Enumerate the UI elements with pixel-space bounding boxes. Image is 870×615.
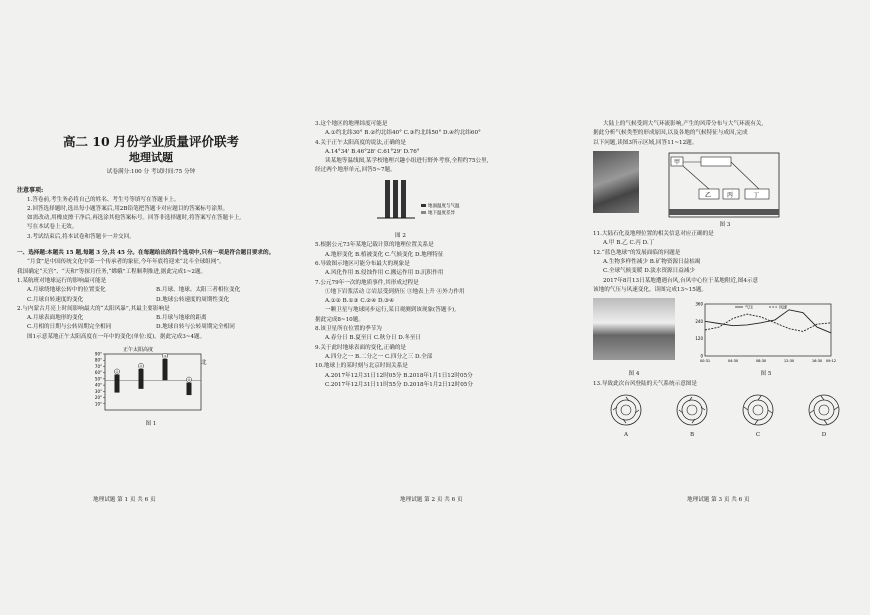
question-line: 7.公元79年一次的地质事件,其形成过程是 — [315, 279, 419, 286]
option-line: A.甲 B.乙 C.丙 D.丁 — [603, 240, 655, 247]
connector — [683, 166, 709, 189]
passage-line: 以下问题,读图3所示区域,回答11~12题。 — [593, 139, 698, 146]
series-line-2 — [705, 314, 831, 331]
option-label: A — [623, 432, 629, 439]
option-a — [609, 393, 643, 441]
passage-line: “月食”是中国传统文化中第一个传承者的象征,今年年底将迎来“北斗全球组网”。 — [27, 259, 225, 266]
q2-options — [17, 323, 285, 332]
page-footer-2: 地理试题 第 2 页 共 6 页 — [400, 497, 463, 503]
legend-label: 地面温度与气温 — [428, 203, 460, 209]
note-line: 写在本试卷上无效。 — [27, 224, 78, 231]
column-bar — [401, 180, 406, 218]
y-tick-label: 240 — [695, 319, 703, 325]
option-d — [807, 393, 841, 441]
exam-subtitle: 地理试题 — [129, 151, 173, 164]
page-column-1 — [17, 90, 285, 430]
option: C.月相的日期与公转周期完全相同 — [27, 324, 112, 331]
figure-1-chart — [83, 344, 213, 416]
figure-3-caption: 图 3 — [719, 221, 731, 228]
option-b — [675, 393, 709, 441]
cyclone-diagram — [675, 393, 709, 427]
box-label: 甲 — [674, 158, 681, 166]
column-bar — [385, 180, 390, 218]
passage-line: 图1示意某地正午太阳高度在一年中的变化(单位:度)。据此完成3~4题。 — [27, 333, 206, 340]
question-1: 1.某航班对地球运行的影响最可能是 — [17, 277, 107, 284]
bar-label: ② — [139, 364, 143, 369]
q1-options — [17, 296, 285, 305]
option: B.月球与地球的距离 — [156, 315, 207, 322]
option-line: C.全球气候变暖 D.淡水资源日益减少 — [603, 268, 696, 275]
legend-label: 风速 — [779, 304, 787, 310]
page-column-3 — [593, 120, 857, 440]
page-column-2 — [315, 120, 590, 390]
figure-3-row — [593, 151, 857, 221]
anticyclone-diagram — [741, 393, 775, 427]
figure-2-diagram — [355, 176, 495, 228]
range-bar — [163, 359, 168, 380]
box-label: 乙 — [705, 191, 712, 199]
option-line: A.①② B.①③ C.②④ D.③④ — [325, 298, 395, 305]
figure-2-caption: 图 2 — [395, 233, 406, 240]
question-line: 4.关于正午太阳高度的说法,正确的是 — [315, 139, 407, 146]
question-line: 3.这个地区的地理纬度可能是 — [315, 121, 388, 127]
q1-options — [17, 286, 285, 295]
passage-line: 据此完成8~10题。 — [315, 316, 364, 323]
x-tick-label: 12:30 — [783, 359, 795, 364]
passage-line: 大陆上的气候受到大气环流影响,产生的风带分布与大气环流有关, — [603, 121, 764, 127]
figure-4-5-row — [593, 298, 857, 370]
option-line: A.2017年12月31日12时05分 B.2018年1月1日12时05分 — [325, 372, 473, 379]
y-tick-label: 80° — [94, 357, 102, 363]
option-c — [741, 393, 775, 441]
bar-label: ① — [115, 370, 119, 375]
option-line: A.地形变化 B.植被变化 C.气候变化 D.地理特征 — [325, 251, 444, 258]
y-tick-label: 0 — [700, 353, 703, 359]
y-tick-label: 40° — [94, 382, 102, 388]
option: D.地球公转速度的周期性变化 — [156, 296, 230, 303]
landscape-photo — [593, 151, 639, 213]
y-tick-label: 60° — [94, 370, 102, 376]
figure-4-caption: 图 4 — [628, 371, 640, 378]
passage-line: 据此分析气候类型的形成原因,以及各地的气候特征与成因,完成 — [593, 130, 748, 137]
figure-3-diagram — [649, 151, 784, 221]
figure-1-caption: 图 1 — [145, 421, 157, 428]
option-line: A.四分之一 B.二分之一 C.四分之三 D.全部 — [325, 353, 433, 360]
question-line: 11.大陆石化及地理位置的相关信息对应正确的是 — [593, 231, 714, 238]
option-label: C — [755, 432, 761, 439]
question-2: 2.与内蒙古月亮上时间影响最大的“太阳风暴”,其最主要影响是 — [17, 305, 170, 312]
figure-5-caption: 图 5 — [760, 371, 772, 378]
series-line-1 — [705, 310, 831, 333]
option-line: A.风化作用 B.侵蚀作用 C.搬运作用 D.沉积作用 — [325, 270, 444, 277]
question-line: 5.根据公元73年某地记载计算的地理位置关系是 — [315, 242, 434, 249]
option-label: D — [821, 432, 827, 439]
option-line: A.①约北纬30° B.②约北纬40° C.③约北纬50° D.④约北纬60° — [325, 130, 481, 137]
y-tick-label: 10° — [94, 401, 102, 407]
passage-line: 一颗卫星与地球同步运行,某日观测到该现象(答题卡), — [325, 307, 456, 314]
bar-label: ④ — [187, 378, 191, 383]
top-box — [701, 157, 731, 166]
option: A.月球绕地球公转中的位置变化 — [27, 287, 106, 294]
y-tick-label: 120 — [695, 336, 703, 342]
box-label: 丙 — [727, 191, 734, 199]
typhoon-photo — [593, 298, 675, 360]
question-line: 9.关于此时地球表面的变化,正确的是 — [315, 344, 407, 351]
x-tick-label: 09:12 — [825, 359, 837, 364]
connector — [731, 162, 761, 191]
option-line: ①地下岩浆活动 ②岩层受到挤压 ③地表上升 ④外力作用 — [325, 288, 465, 295]
figure-captions-row — [593, 370, 857, 379]
y-tick-label: 50° — [94, 376, 102, 382]
x-tick-label: 04:30 — [727, 359, 739, 364]
note-line: 2.回答选择题时,选出每小题答案后,用2B铅笔把答题卡对应题目的答案标号涂黑。 — [27, 205, 229, 212]
legend-label: 气压 — [745, 304, 753, 310]
option-line: A.生物多样性减少 B.矿物资源日益枯竭 — [603, 259, 701, 266]
column-bar — [393, 180, 398, 218]
x-tick-label: 16:30 — [811, 359, 823, 364]
option-label: B — [689, 432, 695, 439]
cyclone-diagram — [609, 393, 643, 427]
question-line: 6.导致图示地区可能分布最大的现象是 — [315, 260, 410, 267]
range-bar — [139, 369, 144, 389]
bar-label: ③ — [163, 354, 167, 359]
chart-title: 正午太阳高度 — [123, 347, 154, 354]
x-tick-label: 00:31 — [699, 359, 711, 364]
range-bar — [187, 383, 192, 395]
option: C.月球自转速度的变化 — [27, 296, 84, 303]
note-line: 3.考试结束后,将本试卷和答题卡一并交回。 — [27, 233, 135, 240]
legend-swatch — [421, 204, 426, 207]
page-footer-3: 地理试题 第 3 页 共 6 页 — [687, 497, 750, 503]
y-tick-label: 20° — [94, 395, 102, 401]
legend-swatch — [421, 211, 426, 214]
q13-options — [593, 393, 857, 441]
question-line: 10.地球上的某时刻与北京时间关系是 — [315, 363, 408, 370]
passage-line: 该地的气压与风速变化。读图完成13~15题。 — [593, 286, 708, 293]
note-line: 1.答卷前,考生务必将自己的姓名、考生号等填写在答题卡上。 — [27, 196, 180, 203]
range-bar — [115, 375, 120, 393]
notes-heading: 注意事项: — [17, 187, 44, 195]
chart-corner-label: 北 — [201, 360, 207, 367]
ground-strip — [669, 209, 779, 215]
option-line: A.春分日 B.夏至日 C.秋分日 D.冬至日 — [325, 335, 422, 342]
question-line: 12.“蓝色地球”的发展面临的问题是 — [593, 249, 681, 256]
page-footer-1: 地理试题 第 1 页 共 6 页 — [93, 497, 156, 503]
y-tick-label: 360 — [695, 301, 703, 307]
y-tick-label: 90° — [94, 351, 102, 357]
question-13: 13.导致此次台风登陆的天气系统示意图是 — [593, 380, 697, 387]
passage-line: 经过两个地形单元,回答5~7题。 — [315, 167, 396, 174]
y-tick-label: 70° — [94, 363, 102, 369]
passage-line: 2017年8月13日某地遭遇台风,台风中心位于某地附近,图4示意 — [603, 277, 759, 284]
plot-frame — [705, 304, 831, 356]
q2-options — [17, 314, 285, 323]
passage-line: 我国确定“天宫”、“天和”等探月任务,“嫦娥”工程顺利推进,据此完成1~2题。 — [17, 268, 207, 275]
option: B.月球、地球、太阳三者相位变化 — [156, 287, 241, 294]
box-label: 丁 — [753, 191, 760, 199]
exam-title: 高二 10 月份学业质量评价联考 — [62, 134, 240, 149]
anticyclone-diagram — [807, 393, 841, 427]
option-line: A.14°34' B.46°28' C.61°29' D.76° — [325, 148, 420, 155]
question-line: 8.该卫星所在位置的季节为 — [315, 326, 382, 333]
passage-line: 读某地等温线图,某学校地理兴趣小组进行野外考察,全程约75公里, — [325, 158, 489, 165]
figure-5-chart — [681, 298, 851, 370]
x-tick-label: 08:30 — [755, 359, 767, 364]
option: D.地球自转与公转周期完全相同 — [156, 324, 235, 331]
note-line: 如需改动,用橡皮擦干净后,再选涂其他答案标号。回答非选择题时,将答案写在答题卡上, — [27, 215, 242, 222]
option-line: C.2017年12月31日11时55分 D.2018年1月2日12时05分 — [325, 381, 473, 388]
section-heading: 一、选择题:本题共 15 题,每题 3 分,共 45 分。在每题给出的四个选项中,只有一项是符合题目要求的。 — [17, 250, 275, 257]
option: A.月球表面地形的变化 — [27, 315, 84, 322]
y-tick-label: 30° — [94, 388, 102, 394]
legend-label: 地下温度差异 — [428, 210, 455, 216]
exam-meta: 试卷满分:100 分 考试时间:75 分钟 — [106, 169, 196, 175]
